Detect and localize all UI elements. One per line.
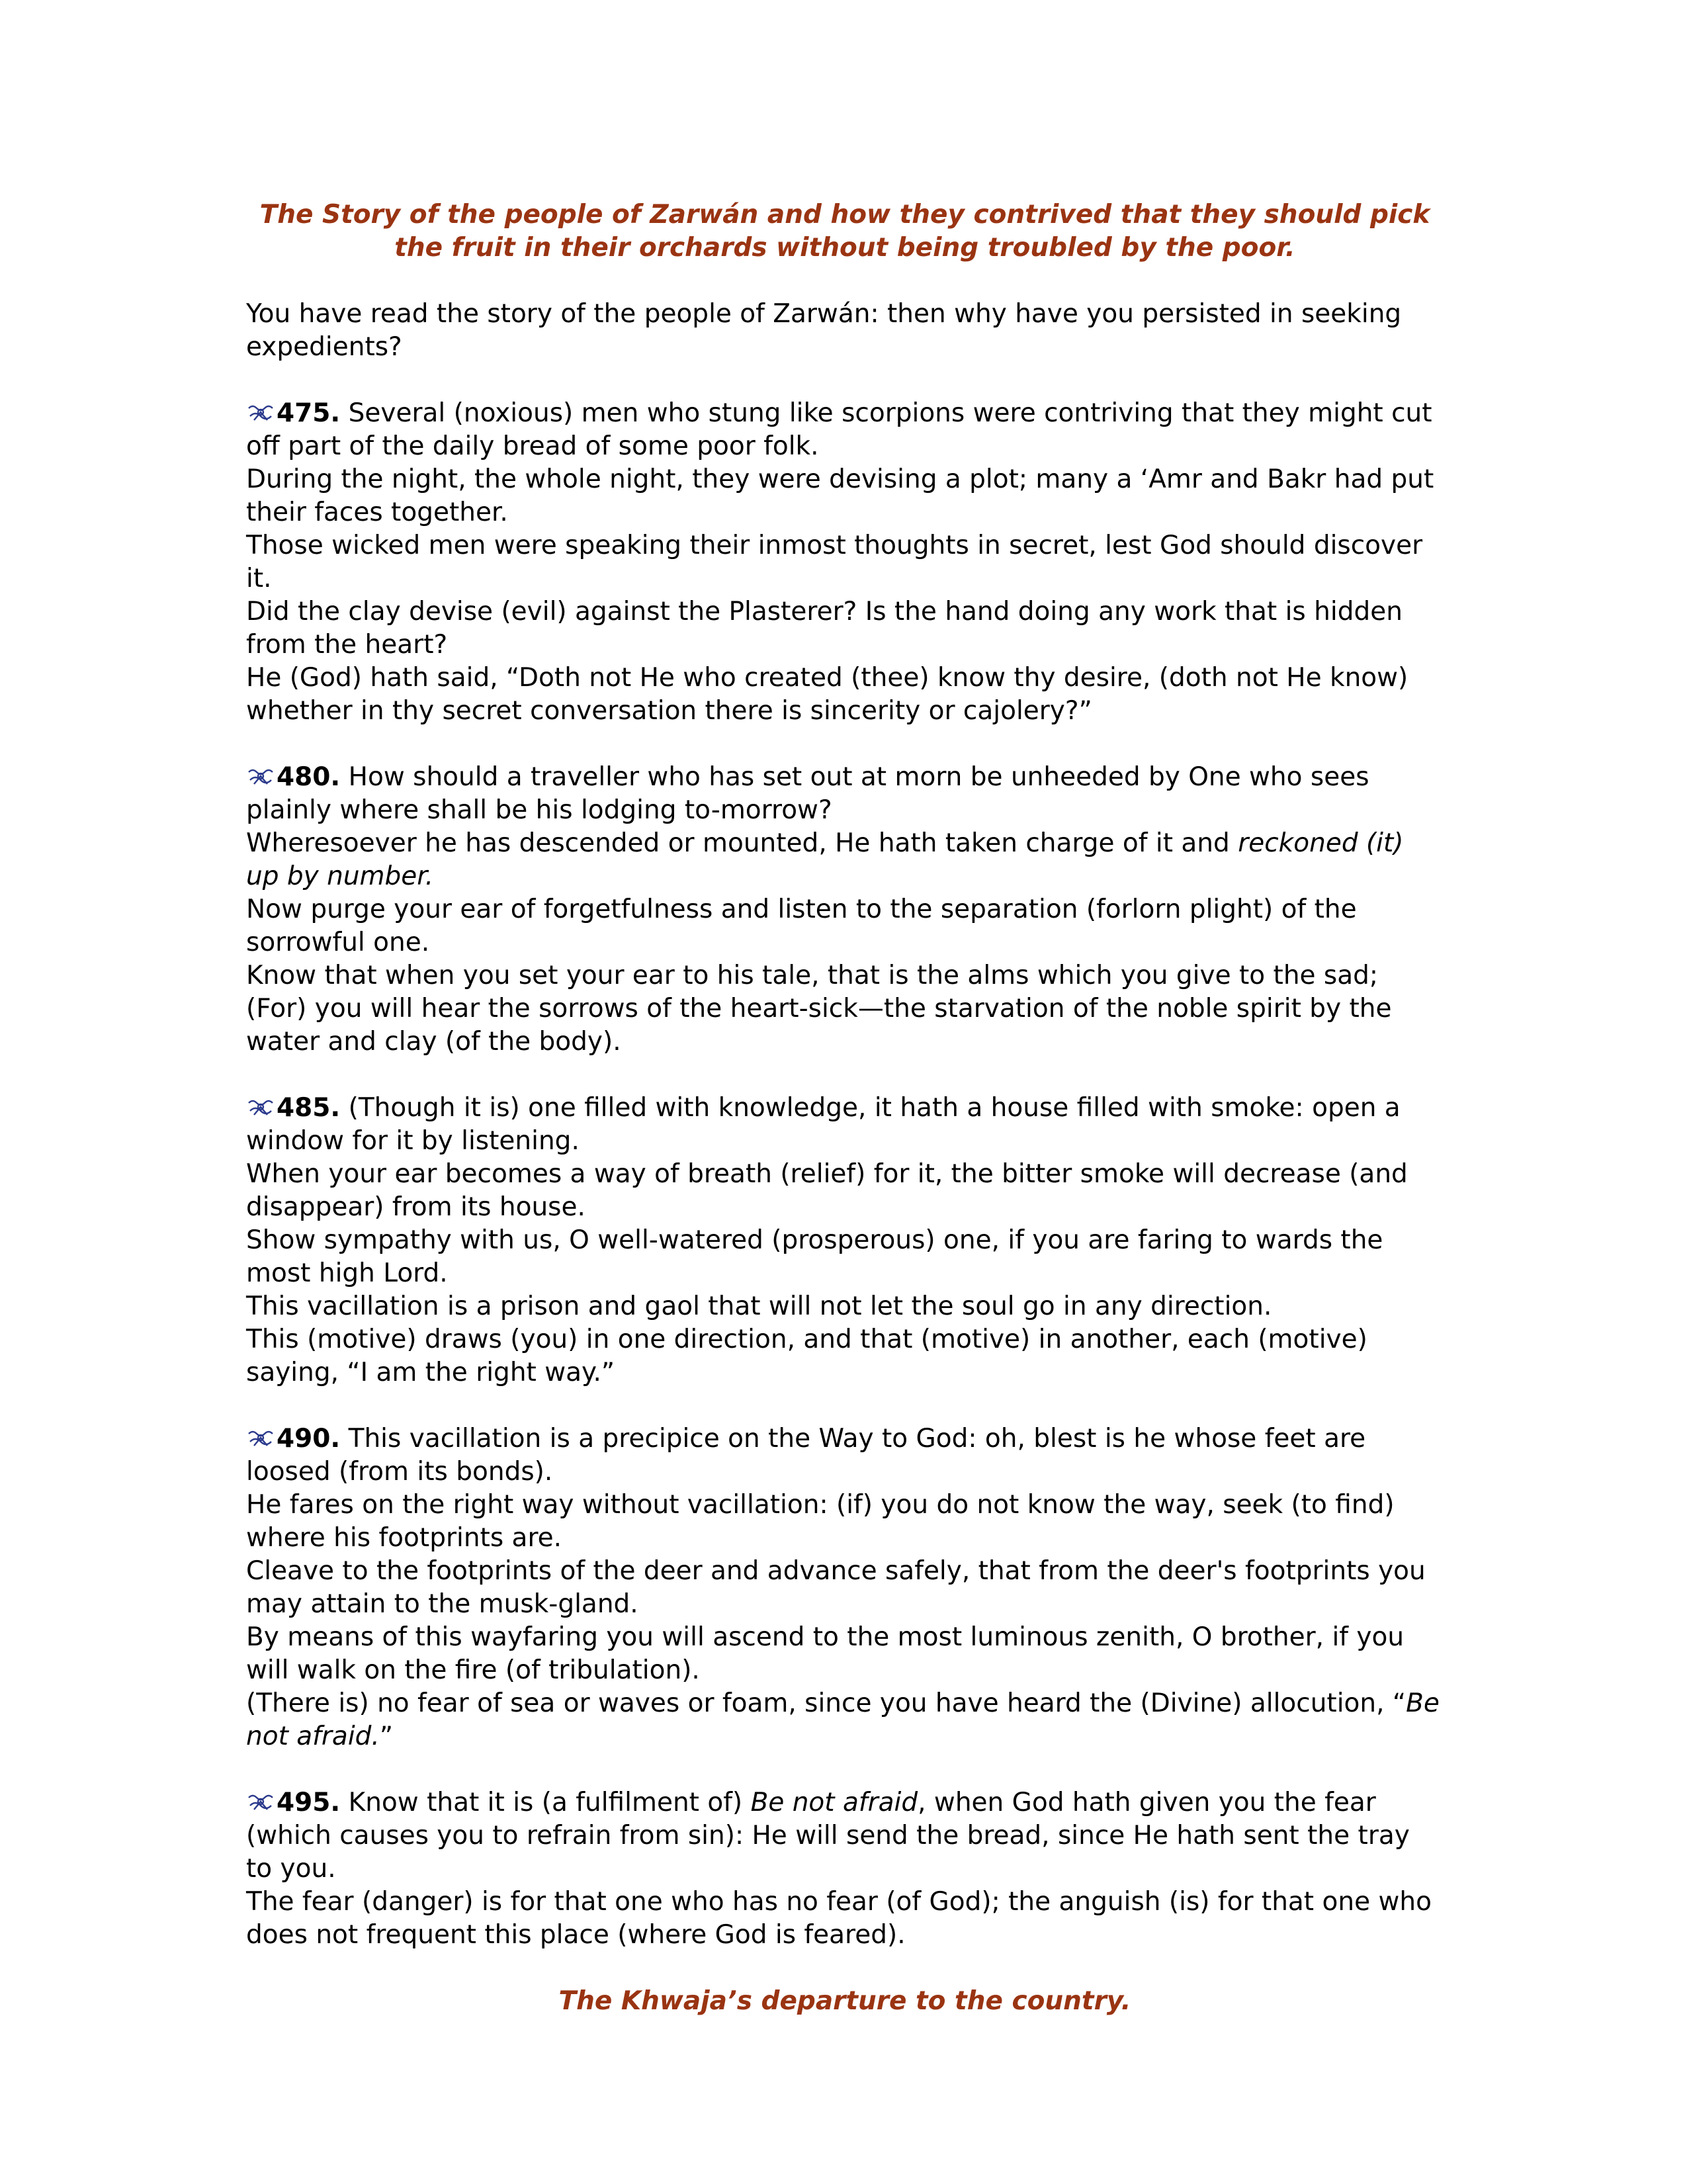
verse-line: Those wicked men were speaking their inmost thoughts in secret, lest God should discover it.	[246, 531, 1423, 593]
verse-line: The fear (danger) is for that one who has no fear (of God); the anguish (is) for that one who does not frequent this place (where God is feared).	[246, 1887, 1432, 1950]
verse-line: He (God) hath said, “Doth not He who created (thee) know thy desire, (doth not He know) whether in thy secret conversation there is sincerity or cajolery?”	[246, 663, 1408, 726]
verse-line: He fares on the right way without vacillation: (if) you do not know the way, seek (to find) where his footprints are.	[246, 1490, 1395, 1553]
verse-line	[246, 1786, 1444, 1886]
verse-line: Know that when you set your ear to his tale, that is the alms which you give to the sad;	[246, 961, 1379, 990]
verse-text: (There is) no fear of sea or waves or foam, since you have heard the (Divine) allocution, “	[246, 1688, 1406, 1718]
verse-text: ”	[379, 1722, 394, 1751]
verse-text: This vacillation is a precipice on the Way to God: oh, blest is he whose feet are loosed (from its bonds).	[246, 1424, 1366, 1487]
verse-italic-text: reckoned (it) up by number.	[246, 828, 1404, 891]
verse-line: (For) you will hear the sorrows of the heart-sick—the starvation of the noble spirit by the water and clay (of the body).	[246, 994, 1392, 1057]
verse-number: 490.	[277, 1424, 341, 1454]
verse-text: How should a traveller who has set out at morn be unheeded by One who sees plainly where shall be his lodging to-morrow?	[246, 762, 1369, 825]
verse-text: Several (noxious) men who stung like scorpions were contriving that they might cut off part of the daily bread of some poor folk.	[246, 398, 1432, 461]
verse-number: 475.	[277, 398, 341, 428]
verse-section-475	[246, 397, 1444, 728]
verse-number: 480.	[277, 762, 341, 792]
verse-section-485	[246, 1092, 1444, 1389]
verse-line: When your ear becomes a way of breath (relief) for it, the bitter smoke will decrease (and disappear) from its house.	[246, 1159, 1408, 1222]
verse-line: Cleave to the footprints of the deer and advance safely, that from the deer's footprints you may attain to the musk-gland.	[246, 1556, 1426, 1619]
closing-heading: The Khwaja’s departure to the country.	[558, 1986, 1131, 2016]
verse-italic-text: Be not afraid.	[246, 1688, 1440, 1751]
verse-section-495	[246, 1786, 1444, 1952]
ornament-icon	[246, 1428, 275, 1448]
verse-line: This (motive) draws (you) in one direction, and that (motive) in another, each (motive) saying, “I am the right way.”	[246, 1325, 1367, 1387]
verse-line: This vacillation is a prison and gaol that will not let the soul go in any direction.	[246, 1291, 1272, 1321]
intro-paragraph: You have read the story of the people of Zarwán: then why have you persisted in seeking expedients?	[246, 299, 1402, 362]
ornament-icon	[246, 403, 275, 423]
verse-line	[246, 397, 1444, 463]
document-page	[246, 198, 1444, 2018]
verse-line	[246, 1687, 1444, 1753]
verse-text: (Though it is) one filled with knowledge, it hath a house filled with smoke: open a window for it by listening.	[246, 1093, 1401, 1156]
verse-text: , when God hath given you the fear (which causes you to refrain from sin): He will send the bread, since He hath sent the tray to you.	[246, 1788, 1410, 1884]
verse-section-480	[246, 761, 1444, 1059]
verse-italic-text: Be not afraid	[750, 1788, 918, 1817]
verse-number: 485.	[277, 1093, 341, 1123]
verse-line: By means of this wayfaring you will ascend to the most luminous zenith, O brother, if you will walk on the fire (of tribulation).	[246, 1622, 1405, 1685]
verse-line	[246, 827, 1444, 893]
verse-line	[246, 1092, 1444, 1158]
verse-text: Wheresoever he has descended or mounted, He hath taken charge of it and	[246, 828, 1238, 858]
verse-number: 495.	[277, 1788, 341, 1817]
verse-line: Now purge your ear of forgetfulness and listen to the separation (forlorn plight) of the sorrowful one.	[246, 895, 1357, 957]
verse-line	[246, 1422, 1444, 1489]
verse-text: Know that it is (a fulfilment of)	[348, 1788, 751, 1817]
ornament-icon	[246, 767, 275, 787]
verse-section-490	[246, 1422, 1444, 1753]
ornament-icon	[246, 1792, 275, 1812]
verse-line: Did the clay devise (evil) against the Plasterer? Is the hand doing any work that is hidden from the heart?	[246, 597, 1403, 660]
verse-line	[246, 761, 1444, 827]
ornament-icon	[246, 1098, 275, 1117]
story-title: The Story of the people of Zarwán and how they contrived that they should pick the fruit in their orchards without being troubled by the poor.	[259, 200, 1430, 263]
verse-line: Show sympathy with us, O well-watered (prosperous) one, if you are faring to wards the most high Lord.	[246, 1225, 1383, 1288]
verse-line: During the night, the whole night, they were devising a plot; many a ‘Amr and Bakr had put their faces together.	[246, 464, 1434, 527]
